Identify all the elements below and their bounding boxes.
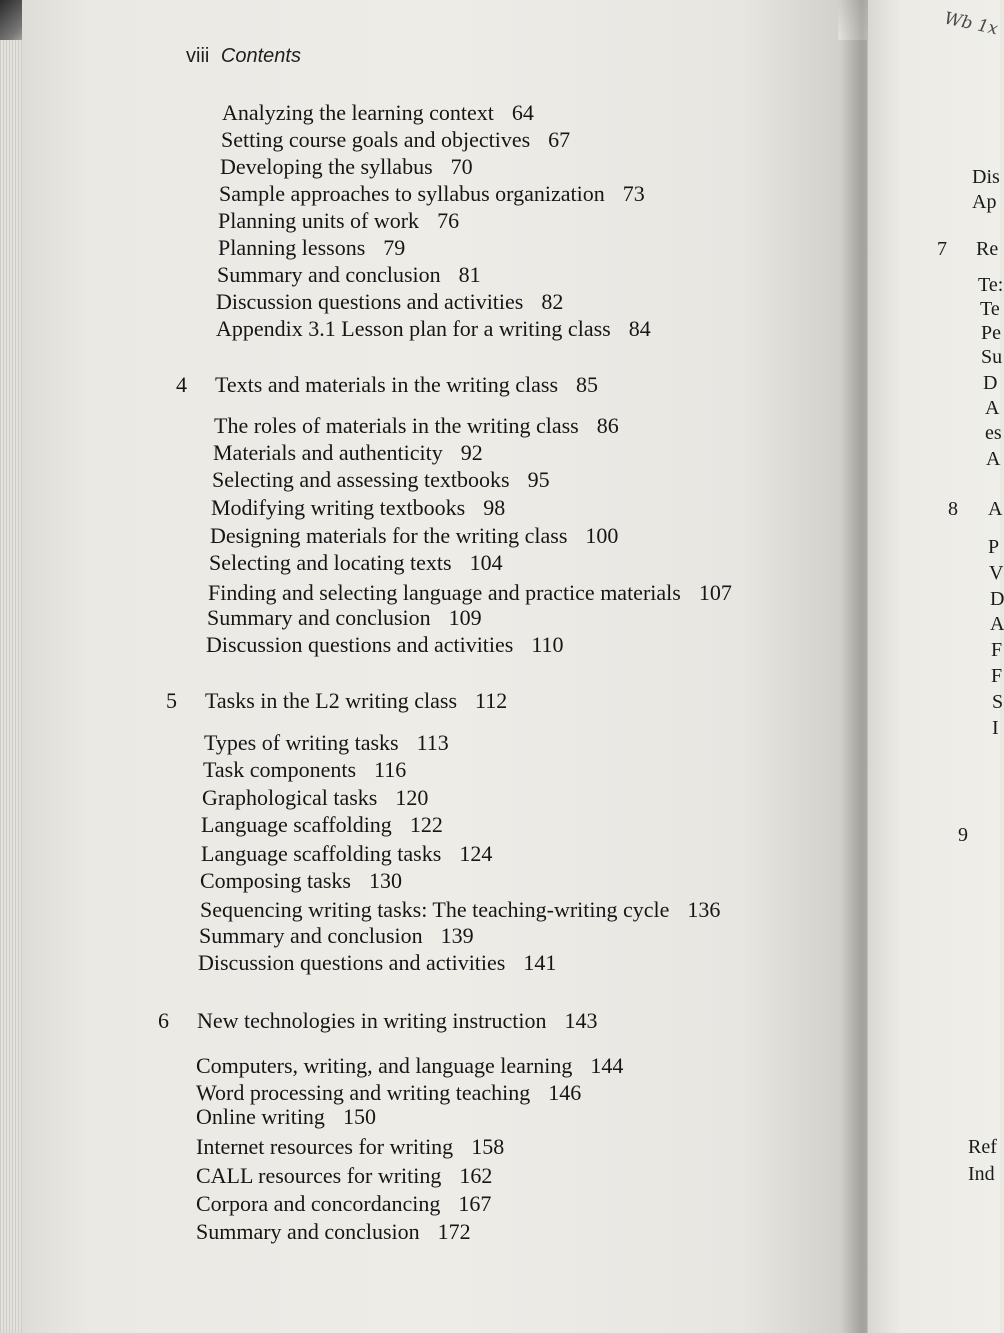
toc-chapter-page: 112 xyxy=(475,688,508,713)
toc-section-page: 120 xyxy=(395,785,429,810)
toc-section-title: Task components xyxy=(203,757,357,782)
toc-section[interactable] xyxy=(220,154,473,180)
toc-section-page: 79 xyxy=(383,235,406,260)
toc-section-title: Language scaffolding tasks xyxy=(201,841,442,866)
toc-section-page: 100 xyxy=(585,523,619,548)
toc-section-page: 98 xyxy=(483,495,506,520)
right-page-fragment: A xyxy=(990,613,1004,635)
right-page-chapter-number: 9 xyxy=(958,824,968,846)
right-page-fragment: es xyxy=(985,422,1002,444)
toc-section-page: 70 xyxy=(450,154,473,179)
toc-section-title: Corpora and concordancing xyxy=(196,1191,441,1216)
toc-chapter-number: 4 xyxy=(176,372,187,397)
toc-chapter-number: 6 xyxy=(158,1008,169,1033)
toc-section-title: Selecting and assessing textbooks xyxy=(212,467,510,492)
right-page-fragment: S xyxy=(992,691,1004,713)
toc-section-title: Analyzing the learning context xyxy=(222,100,494,125)
toc-section[interactable] xyxy=(200,897,720,923)
toc-section-page: 167 xyxy=(458,1191,492,1216)
toc-section-page: 64 xyxy=(511,100,534,125)
toc-section-page: 172 xyxy=(437,1219,471,1244)
toc-section-title: Language scaffolding xyxy=(201,812,392,837)
toc-section[interactable] xyxy=(200,868,402,894)
toc-section[interactable] xyxy=(203,757,406,783)
toc-section-title: Setting course goals and objectives xyxy=(221,127,531,152)
toc-section[interactable] xyxy=(219,181,645,207)
toc-section-page: 73 xyxy=(622,181,645,206)
toc-section-page: 136 xyxy=(687,897,721,922)
toc-section[interactable] xyxy=(208,580,732,606)
right-page-fragment: P xyxy=(988,536,1000,558)
toc-chapter-page: 85 xyxy=(576,372,599,397)
toc-section-page: 146 xyxy=(548,1080,582,1105)
toc-section-page: 124 xyxy=(459,841,493,866)
toc-section[interactable] xyxy=(206,632,564,658)
toc-section-title: Developing the syllabus xyxy=(220,154,433,179)
toc-section-page: 95 xyxy=(527,467,550,492)
toc-section[interactable] xyxy=(201,841,492,867)
toc-section[interactable] xyxy=(196,1219,471,1245)
right-page-chapter-number: 8 xyxy=(948,498,958,520)
toc-section-title: The roles of materials in the writing class xyxy=(214,413,579,438)
right-page-fragment: F xyxy=(991,665,1003,687)
toc-section-title: Graphological tasks xyxy=(202,785,378,810)
toc-section-page: 76 xyxy=(437,208,460,233)
toc-section-title: Discussion questions and activities xyxy=(216,289,524,314)
toc-section-page: 86 xyxy=(596,413,619,438)
right-page-fragment: D xyxy=(983,372,998,394)
toc-section-title: Online writing xyxy=(196,1104,325,1129)
toc-section-page: 144 xyxy=(590,1053,624,1078)
toc-section-title: Types of writing tasks xyxy=(204,730,399,755)
toc-section-page: 110 xyxy=(531,632,564,657)
toc-section-page: 130 xyxy=(368,868,402,893)
right-page-fragment: A xyxy=(985,397,1000,419)
toc-section[interactable] xyxy=(210,523,618,549)
right-page-fragment: Te: xyxy=(978,274,1004,296)
toc-section-title: Computers, writing, and language learning xyxy=(196,1053,573,1078)
toc-section[interactable] xyxy=(216,289,563,315)
toc-section-title: Appendix 3.1 Lesson plan for a writing class xyxy=(216,316,611,341)
toc-chapter-title: Texts and materials in the writing class xyxy=(215,372,559,397)
right-page-fragment: I xyxy=(992,717,999,739)
right-page-chapter-number: 7 xyxy=(937,238,947,260)
toc-section[interactable] xyxy=(204,730,449,756)
toc-section-title: CALL resources for writing xyxy=(196,1163,442,1188)
toc-section[interactable] xyxy=(216,316,651,342)
toc-section[interactable] xyxy=(196,1080,581,1106)
toc-section-title: Summary and conclusion xyxy=(199,923,423,948)
toc-section-title: Finding and selecting language and practice materials xyxy=(208,580,681,605)
toc-section-page: 122 xyxy=(409,812,443,837)
toc-section-title: Discussion questions and activities xyxy=(206,632,514,657)
toc-section-title: Modifying writing textbooks xyxy=(211,495,466,520)
toc-chapter[interactable] xyxy=(197,1008,598,1034)
toc-section[interactable] xyxy=(218,235,405,261)
toc-chapter-title: Tasks in the L2 writing class xyxy=(205,688,458,713)
toc-section-title: Materials and authenticity xyxy=(213,440,443,465)
right-page-fragment: F xyxy=(991,639,1003,661)
toc-section[interactable] xyxy=(196,1134,504,1160)
toc-chapter-number: 5 xyxy=(166,688,177,713)
toc-section-page: 109 xyxy=(448,605,482,630)
toc-section[interactable] xyxy=(209,550,503,576)
toc-section-page: 162 xyxy=(459,1163,493,1188)
toc-section-title: Internet resources for writing xyxy=(196,1134,454,1159)
right-page-fragment: Ap xyxy=(972,191,997,213)
toc-section[interactable] xyxy=(212,467,550,493)
right-page-fragment: Pe xyxy=(981,322,1001,344)
toc-section-title: Sequencing writing tasks: The teaching-writing cycle xyxy=(200,897,670,922)
toc-section-page: 116 xyxy=(374,757,407,782)
toc-section[interactable] xyxy=(196,1191,491,1217)
toc-section[interactable] xyxy=(199,923,474,949)
toc-section-title: Planning lessons xyxy=(218,235,366,260)
toc-section[interactable] xyxy=(207,605,482,631)
toc-section[interactable] xyxy=(211,495,505,521)
toc-chapter[interactable] xyxy=(205,688,507,714)
toc-section-title: Sample approaches to syllabus organization xyxy=(219,181,605,206)
running-head-title: Contents xyxy=(220,45,301,67)
toc-section[interactable] xyxy=(213,440,483,466)
toc-section-page: 104 xyxy=(469,550,503,575)
right-page-fragment: Dis xyxy=(972,166,1000,188)
right-page-fragment: A xyxy=(986,448,1001,470)
toc-section-page: 150 xyxy=(342,1104,376,1129)
toc-section[interactable] xyxy=(221,127,570,153)
right-page-fragment: V xyxy=(989,562,1004,584)
toc-section-page: 107 xyxy=(698,580,732,605)
right-page-fragment: D xyxy=(990,588,1004,610)
toc-section-title: Summary and conclusion xyxy=(207,605,431,630)
toc-section[interactable] xyxy=(201,812,443,838)
toc-section[interactable] xyxy=(196,1104,376,1130)
toc-section-title: Word processing and writing teaching xyxy=(196,1080,531,1105)
right-page-fragment: Re xyxy=(976,238,999,260)
toc-section-title: Selecting and locating texts xyxy=(209,550,452,575)
toc-section-page: 113 xyxy=(416,730,449,755)
toc-section-page: 82 xyxy=(541,289,564,314)
right-page-fragment: A xyxy=(988,498,1003,520)
toc-section-title: Planning units of work xyxy=(218,208,420,233)
right-page-fragment: Ref xyxy=(968,1136,997,1158)
toc-section-page: 139 xyxy=(440,923,474,948)
toc-section[interactable] xyxy=(214,413,619,439)
toc-section[interactable] xyxy=(217,262,481,288)
toc-section[interactable] xyxy=(196,1163,492,1189)
toc-section-title: Designing materials for the writing class xyxy=(210,523,568,548)
toc-section-title: Composing tasks xyxy=(200,868,351,893)
toc-section-title: Summary and conclusion xyxy=(196,1219,420,1244)
toc-chapter-page: 143 xyxy=(564,1008,598,1033)
right-page-fragment: Su xyxy=(981,346,1003,368)
right-page-fragment: Te xyxy=(980,298,1000,320)
running-head-page-number: viii xyxy=(186,45,210,67)
toc-section-page: 158 xyxy=(471,1134,505,1159)
toc-section-page: 84 xyxy=(628,316,651,341)
handwritten-note: Wb 1x xyxy=(942,8,1000,40)
toc-section-title: Summary and conclusion xyxy=(217,262,441,287)
toc-section-page: 92 xyxy=(460,440,483,465)
toc-section[interactable] xyxy=(218,208,459,234)
toc-chapter[interactable] xyxy=(215,372,598,398)
toc-section[interactable] xyxy=(198,950,556,976)
toc-section[interactable] xyxy=(222,100,534,126)
toc-section-page: 141 xyxy=(523,950,557,975)
toc-section[interactable] xyxy=(196,1053,623,1079)
toc-section-page: 67 xyxy=(548,127,571,152)
toc-section-page: 81 xyxy=(458,262,481,287)
toc-section-title: Discussion questions and activities xyxy=(198,950,506,975)
toc-chapter-title: New technologies in writing instruction xyxy=(197,1008,547,1033)
right-page-fragment: Ind xyxy=(968,1163,995,1185)
toc-section[interactable] xyxy=(202,785,428,811)
